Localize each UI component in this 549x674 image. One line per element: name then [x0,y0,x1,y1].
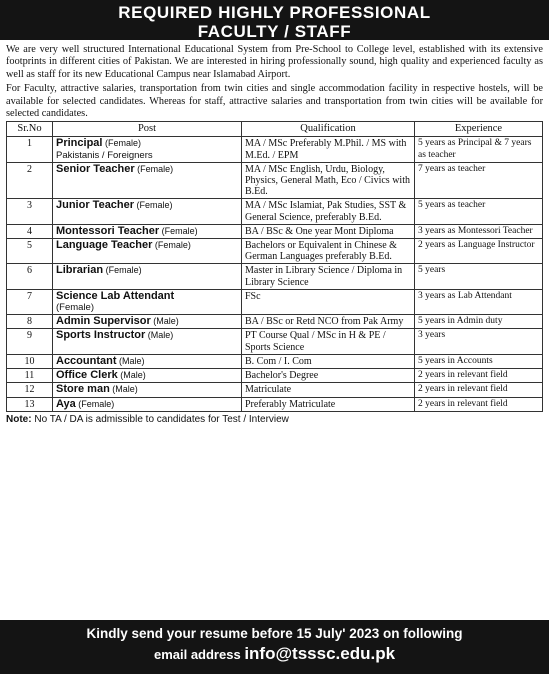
row-post [53,239,242,264]
post-title: Admin Supervisor [56,315,151,328]
row-post [53,137,242,162]
post-gender: (Male) [147,330,174,341]
row-qualification: Bachelor's Degree [242,369,415,383]
post-title: Junior Teacher [56,199,135,212]
note [6,414,543,426]
post-title: Librarian [56,264,104,277]
header-experience: Experience [415,122,543,137]
row-post [53,315,242,329]
email-prefix: email address [153,647,241,662]
post-gender: (Female) [137,163,174,174]
row-srno: 4 [7,224,53,238]
post-gender: (Male) [112,384,138,395]
header-post: Post [53,122,242,137]
row-experience: 5 years in Admin duty [415,315,543,329]
row-srno: 1 [7,137,53,162]
table-row [7,383,543,397]
vacancy-table [6,121,543,411]
table-row [7,315,543,329]
post-gender: (Female) [78,398,115,409]
post-gender: (Male) [153,316,179,327]
note-label: Note: [6,413,32,425]
row-experience: 7 years as teacher [415,162,543,199]
post-title: Language Teacher [56,239,153,252]
row-post [53,397,242,411]
table-row [7,264,543,289]
row-srno: 9 [7,329,53,354]
header-qualification: Qualification [242,122,415,137]
table-row [7,329,543,354]
intro-paragraph-2: For Faculty, attractive salaries, transportation from twin cities and single accommodation facility in respective hostels, will be available for selected candidates. Whereas for staff, attractive salaries and transportation from twin cities will be available for selected candidates. [6,83,543,120]
row-post [53,162,242,199]
row-srno: 7 [7,289,53,314]
row-srno: 2 [7,162,53,199]
table-row [7,137,543,162]
post-title: Sports Instructor [56,329,146,342]
post-gender: (Female) [154,240,191,251]
row-srno: 3 [7,199,53,224]
row-experience: 3 years as Montessori Teacher [415,224,543,238]
post-title: Science Lab Attendant [56,289,175,302]
row-srno: 13 [7,397,53,411]
row-experience: 2 years as Language Instructor [415,239,543,264]
row-qualification: BA / BSc & One year Mont Diploma [242,224,415,238]
note-text: No TA / DA is admissible to candidates for Test / Interview [34,413,289,425]
row-experience: 5 years as teacher [415,199,543,224]
table-row [7,162,543,199]
row-srno: 5 [7,239,53,264]
table-row [7,397,543,411]
row-post [53,354,242,368]
header-srno: Sr.No [7,122,53,137]
footer-banner [0,620,549,674]
row-srno: 6 [7,264,53,289]
post-subtitle: (Female) [56,302,95,314]
table-header-row [7,122,543,137]
post-gender: (Female) [136,200,173,211]
ad-body [6,44,543,426]
row-srno: 8 [7,315,53,329]
post-gender: (Male) [120,370,146,381]
row-experience: 5 years [415,264,543,289]
post-gender: (Male) [119,355,145,366]
row-experience: 3 years [415,329,543,354]
row-experience: 5 years as Principal & 7 years as teacher [415,137,543,162]
table-body [7,137,543,411]
intro-paragraph-1: We are very well structured International Educational System from Pre-School to College level, established with its extensive footprints in different cities of Pakistan. We are interested in hiring professionally sound, high quality and experienced faculty as well as staff for its new Educational Campus near Islamabad Airport. [6,44,543,80]
row-qualification: Bachelors or Equivalent in Chinese & German Languages preferably B.Ed. [242,239,415,264]
email-address[interactable]: info@tsssc.edu.pk [244,644,396,663]
post-gender: (Female) [105,265,142,276]
post-title: Senior Teacher [56,162,135,175]
table-row [7,199,543,224]
post-title: Principal [56,137,103,150]
table-row [7,224,543,238]
row-qualification: Matriculate [242,383,415,397]
post-title: Aya [56,397,76,410]
post-gender: (Female) [161,225,198,236]
table-row [7,354,543,368]
row-qualification: Preferably Matriculate [242,397,415,411]
row-post [53,199,242,224]
row-experience: 5 years in Accounts [415,354,543,368]
row-experience: 2 years in relevant field [415,397,543,411]
row-qualification: MA / MSc Islamiat, Pak Studies, SST & General Science, preferably B.Ed. [242,199,415,224]
row-qualification: MA / MSc Preferably M.Phil. / MS with M.Ed. / EPM [242,137,415,162]
post-title: Montessori Teacher [56,224,160,237]
row-qualification: MA / MSc English, Urdu, Biology, Physics, General Math, Eco / Civics with B.Ed. [242,162,415,199]
footer-instruction: Kindly send your resume before 15 July' 2023 on following [86,626,463,641]
post-subtitle: Pakistanis / Foreigners [56,149,153,161]
table-row [7,289,543,314]
row-qualification: PT Course Qual / MSc in H & PE / Sports Science [242,329,415,354]
post-title: Store man [56,383,110,396]
headline-line-1: REQUIRED HIGHLY PROFESSIONAL [118,3,431,22]
row-srno: 11 [7,369,53,383]
row-post [53,383,242,397]
post-gender: (Female) [104,138,141,149]
row-experience: 2 years in relevant field [415,369,543,383]
row-qualification: Master in Library Science / Diploma in Library Science [242,264,415,289]
row-post [53,289,242,314]
row-qualification: FSc [242,289,415,314]
row-srno: 12 [7,383,53,397]
row-experience: 2 years in relevant field [415,383,543,397]
headline-line-2: FACULTY / STAFF [197,22,352,41]
post-title: Office Clerk [56,369,118,382]
table-row [7,369,543,383]
row-experience: 3 years as Lab Attendant [415,289,543,314]
row-post [53,329,242,354]
row-qualification: B. Com / I. Com [242,354,415,368]
post-title: Accountant [56,354,117,367]
row-post [53,264,242,289]
table-row [7,239,543,264]
row-qualification: BA / BSc or Retd NCO from Pak Army [242,315,415,329]
row-post [53,224,242,238]
row-srno: 10 [7,354,53,368]
row-post [53,369,242,383]
header-banner [0,0,549,40]
footer-contact [0,643,549,666]
intro-text [6,44,543,120]
